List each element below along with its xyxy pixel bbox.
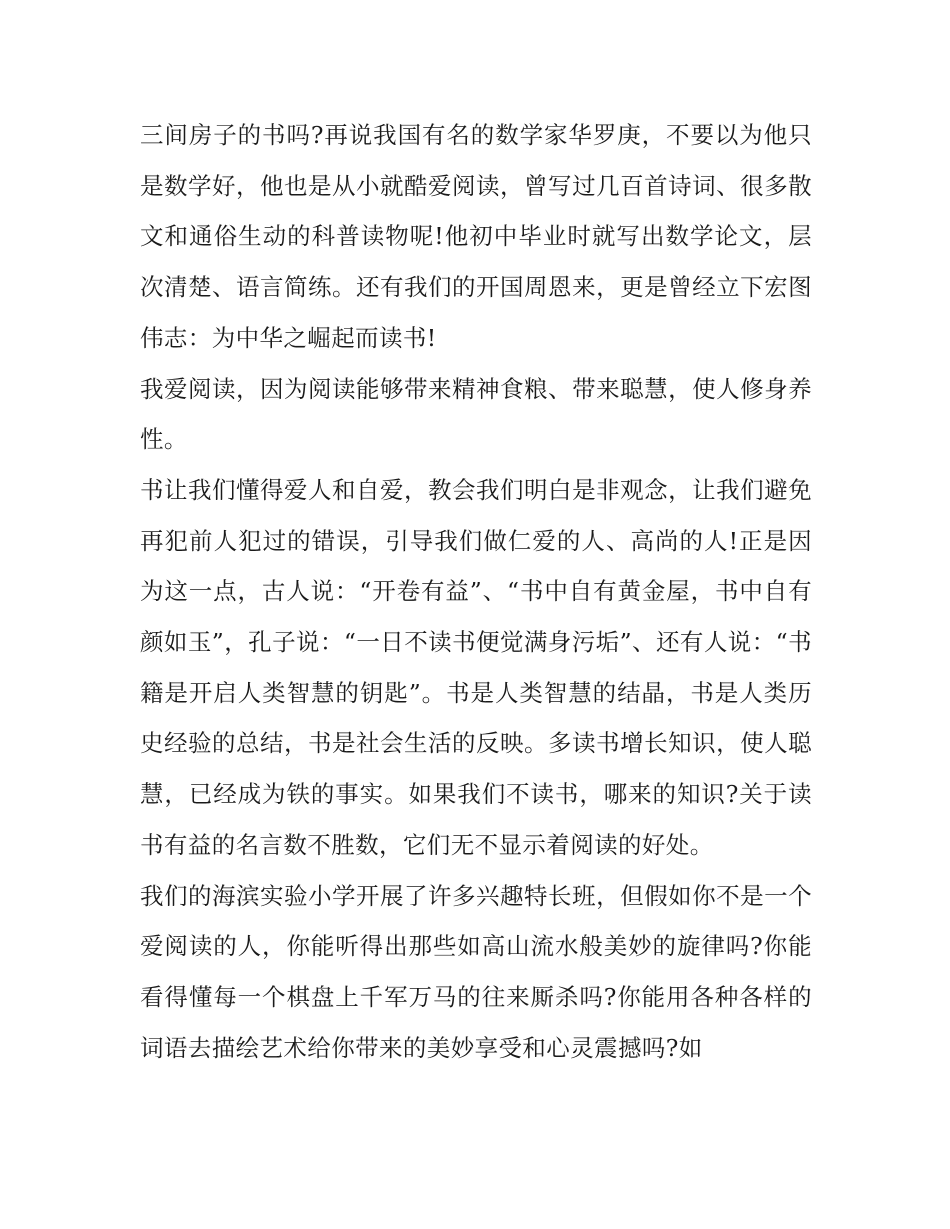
paragraph: 三间房子的书吗?再说我国有名的数学家华罗庚，不要以为他只是数学好，他也是从小就酷爱阅读，曾写过几百首诗词、很多散文和通俗生动的科普读物呢!他初中毕业时就写出数学论文，层次清楚、语言简练。还有我们的开国周恩来，更是曾经立下宏图伟志：为中华之崛起而读书! — [140, 121, 812, 352]
paragraph: 书让我们懂得爱人和自爱，教会我们明白是非观念，让我们避免再犯前人犯过的错误，引导我们做仁爱的人、高尚的人!正是因为这一点，古人说：“开卷有益”、“书中自有黄金屋，书中自有颜如玉”，孔子说：“一日不读书便觉满身污垢”、还有人说：“书籍是开启人类智慧的钥匙”。书是人类智慧的结晶，书是人类历史经验的总结，书是社会生活的反映。多读书增长知识，使人聪慧，已经成为铁的事实。如果我们不读书，哪来的知识?关于读书有益的名言数不胜数，它们无不显示着阅读的好处。 — [140, 475, 812, 859]
paragraph: 我们的海滨实验小学开展了许多兴趣特长班，但假如你不是一个爱阅读的人，你能听得出那些如高山流水般美妙的旋律吗?你能看得懂每一个棋盘上千军万马的往来厮杀吗?你能用各种各样的词语去描绘艺术给你带来的美妙享受和心灵震撼吗?如 — [140, 881, 812, 1062]
document-body — [140, 110, 812, 1073]
paragraph: 我爱阅读，因为阅读能够带来精神食粮、带来聪慧，使人修身养性。 — [140, 374, 812, 454]
